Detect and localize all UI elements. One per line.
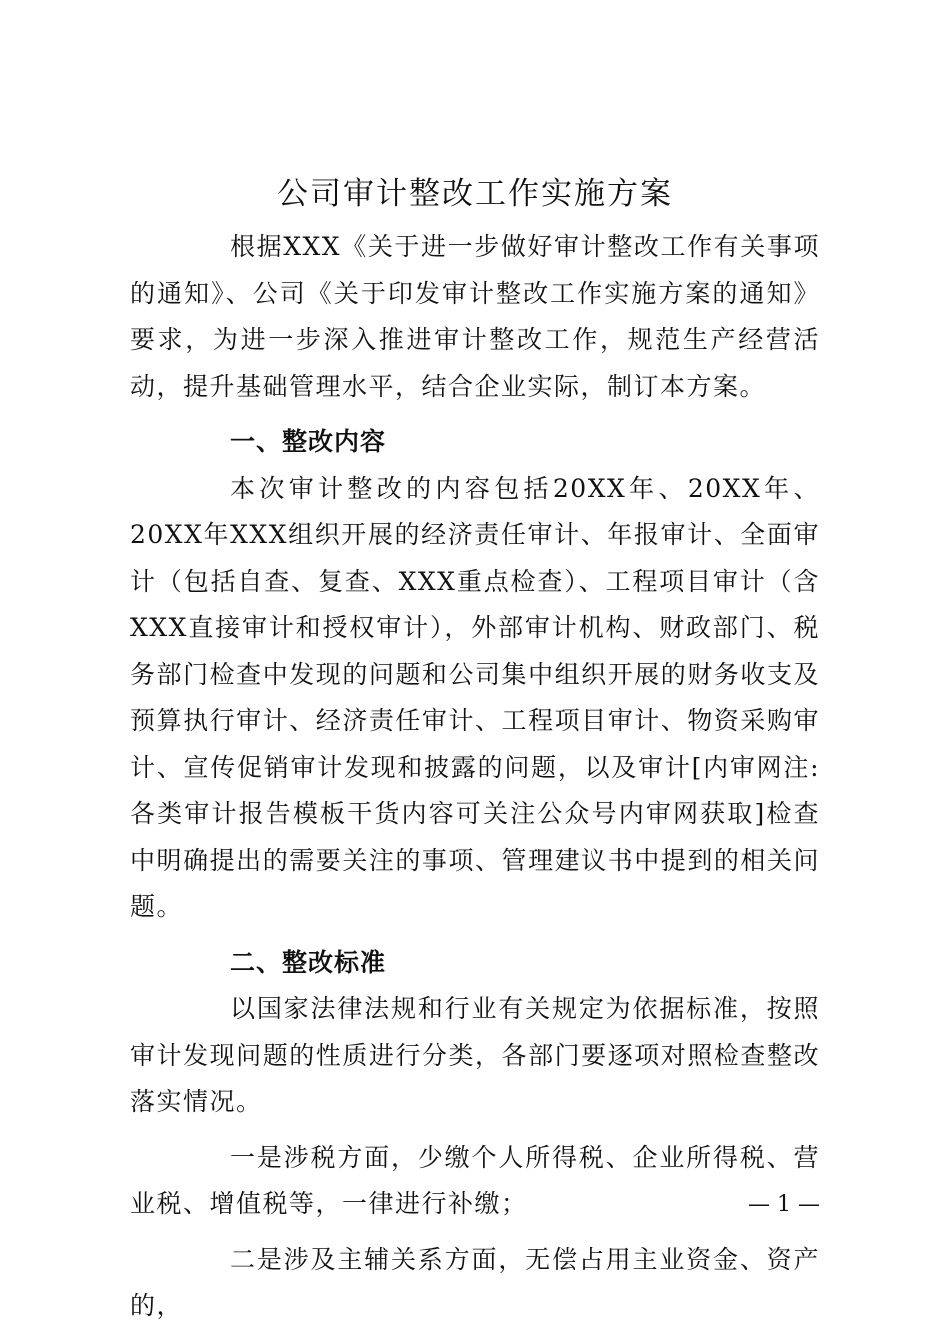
paragraph-gap [130, 1126, 820, 1135]
document-title: 公司审计整改工作实施方案 [277, 176, 673, 212]
page-number: — 1 — [748, 1192, 820, 1217]
section-standard-paragraph: 以国家法律法规和行业有关规定为依据标准，按照审计发现问题的性质进行分类，各部门要逐项对照检查整改落实情况。 [130, 994, 820, 1116]
document-body [130, 224, 820, 1330]
paragraph-gap [130, 410, 820, 419]
section-heading-content: 一、整改内容 [230, 427, 387, 456]
standard-item-tax: 一是涉税方面，少缴个人所得税、企业所得税、营业税、增值税等，一律进行补缴； [130, 1142, 820, 1218]
section-content-paragraph: 本次审计整改的内容包括20XX年、20XX年、20XX年XXX组织开展的经济责任审计、年报审计、全面审计（包括自查、复查、XXX重点检查）、工程项目审计（含XXX直接审计和授权审计），外部审计机构、财政部门、税务部门检查中发现的问题和公司集中组织开展的财务收支及预算执行审计、经济责任审计、工程项目审计、物资采购审计、宣传促销审计发现和披露的问题，以及审计[内审网注:各类审计报告模板干货内容可关注公众号内审网获取]检查中明确提出的需要关注的事项、管理建议书中提到的相关问题。 [130, 473, 820, 921]
standard-item-main-auxiliary: 二是涉及主辅关系方面，无偿占用主业资金、资产的， [130, 1244, 820, 1320]
intro-paragraph: 根据XXX《关于进一步做好审计整改工作有关事项的通知》、公司《关于印发审计整改工作实施方案的通知》要求，为进一步深入推进审计整改工作，规范生产经营活动，提升基础管理水平，结合企业实际，制订本方案。 [130, 232, 820, 401]
section-heading-standard: 二、整改标准 [230, 947, 387, 977]
paragraph-gap [130, 1228, 820, 1237]
paragraph-gap [130, 931, 820, 940]
